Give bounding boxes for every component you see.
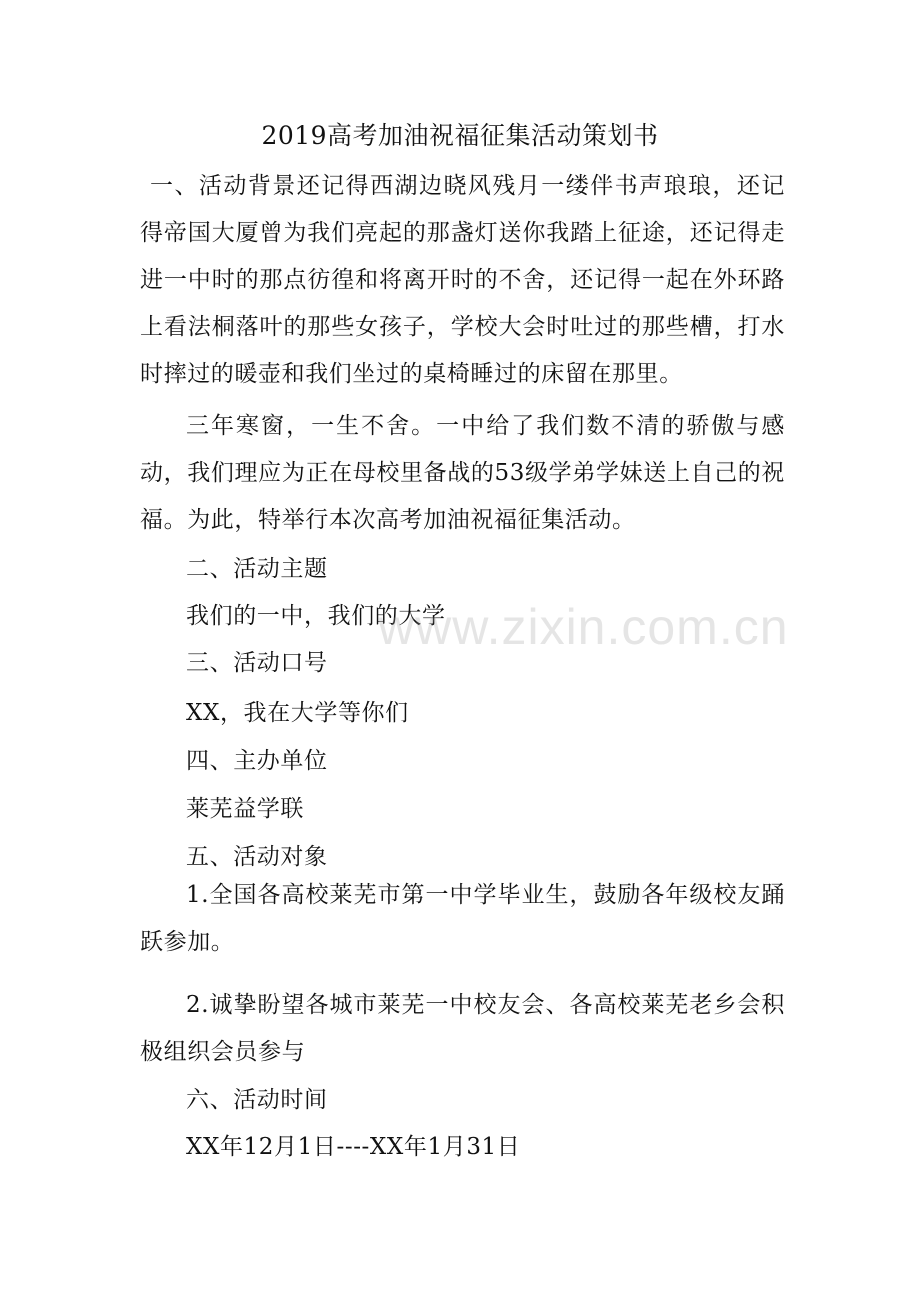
paragraph-intro: 三年寒窗，一生不舍。一中给了我们数不清的骄傲与感动，我们理应为正在母校里备战的53级学弟学妹送上自己的祝福。为此，特举行本次高考加油祝福征集活动。 xyxy=(140,413,785,533)
section-slogan-body: XX，我在大学等你们 xyxy=(186,700,409,726)
section-theme-heading: 二、活动主题 xyxy=(186,556,328,582)
section-time-body: XX年12月1日----XX年1月31日 xyxy=(186,1134,521,1160)
audience-item-2: 2.诚挚盼望各城市莱芜一中校友会、各高校莱芜老乡会积极组织会员参与 xyxy=(140,992,785,1065)
section-organizer-body: 莱芜益学联 xyxy=(186,796,304,822)
watermark: www.zixin.com.cn xyxy=(378,599,789,655)
audience-item-1: 1.全国各高校莱芜市第一中学毕业生，鼓励各年级校友踊跃参加。 xyxy=(140,882,785,955)
section-organizer-heading: 四、主办单位 xyxy=(186,748,328,774)
section-slogan-heading: 三、活动口号 xyxy=(186,650,328,676)
section-audience-heading: 五、活动对象 xyxy=(186,844,328,870)
document-title: 2019高考加油祝福征集活动策划书 xyxy=(261,121,659,150)
paragraph-background: 一、活动背景还记得西湖边晓风残月一缕伴书声琅琅，还记得帝国大厦曾为我们亮起的那盏灯送你我踏上征途，还记得走进一中时的那点彷徨和将离开时的不舍，还记得一起在外环路上看法桐落叶的那些女孩子，学校大会时吐过的那些槽，打水时摔过的暖壶和我们坐过的桌椅睡过的床留在那里。 xyxy=(140,173,785,387)
section-theme-body: 我们的一中，我们的大学 xyxy=(186,603,446,629)
section-time-heading: 六、活动时间 xyxy=(186,1087,328,1113)
